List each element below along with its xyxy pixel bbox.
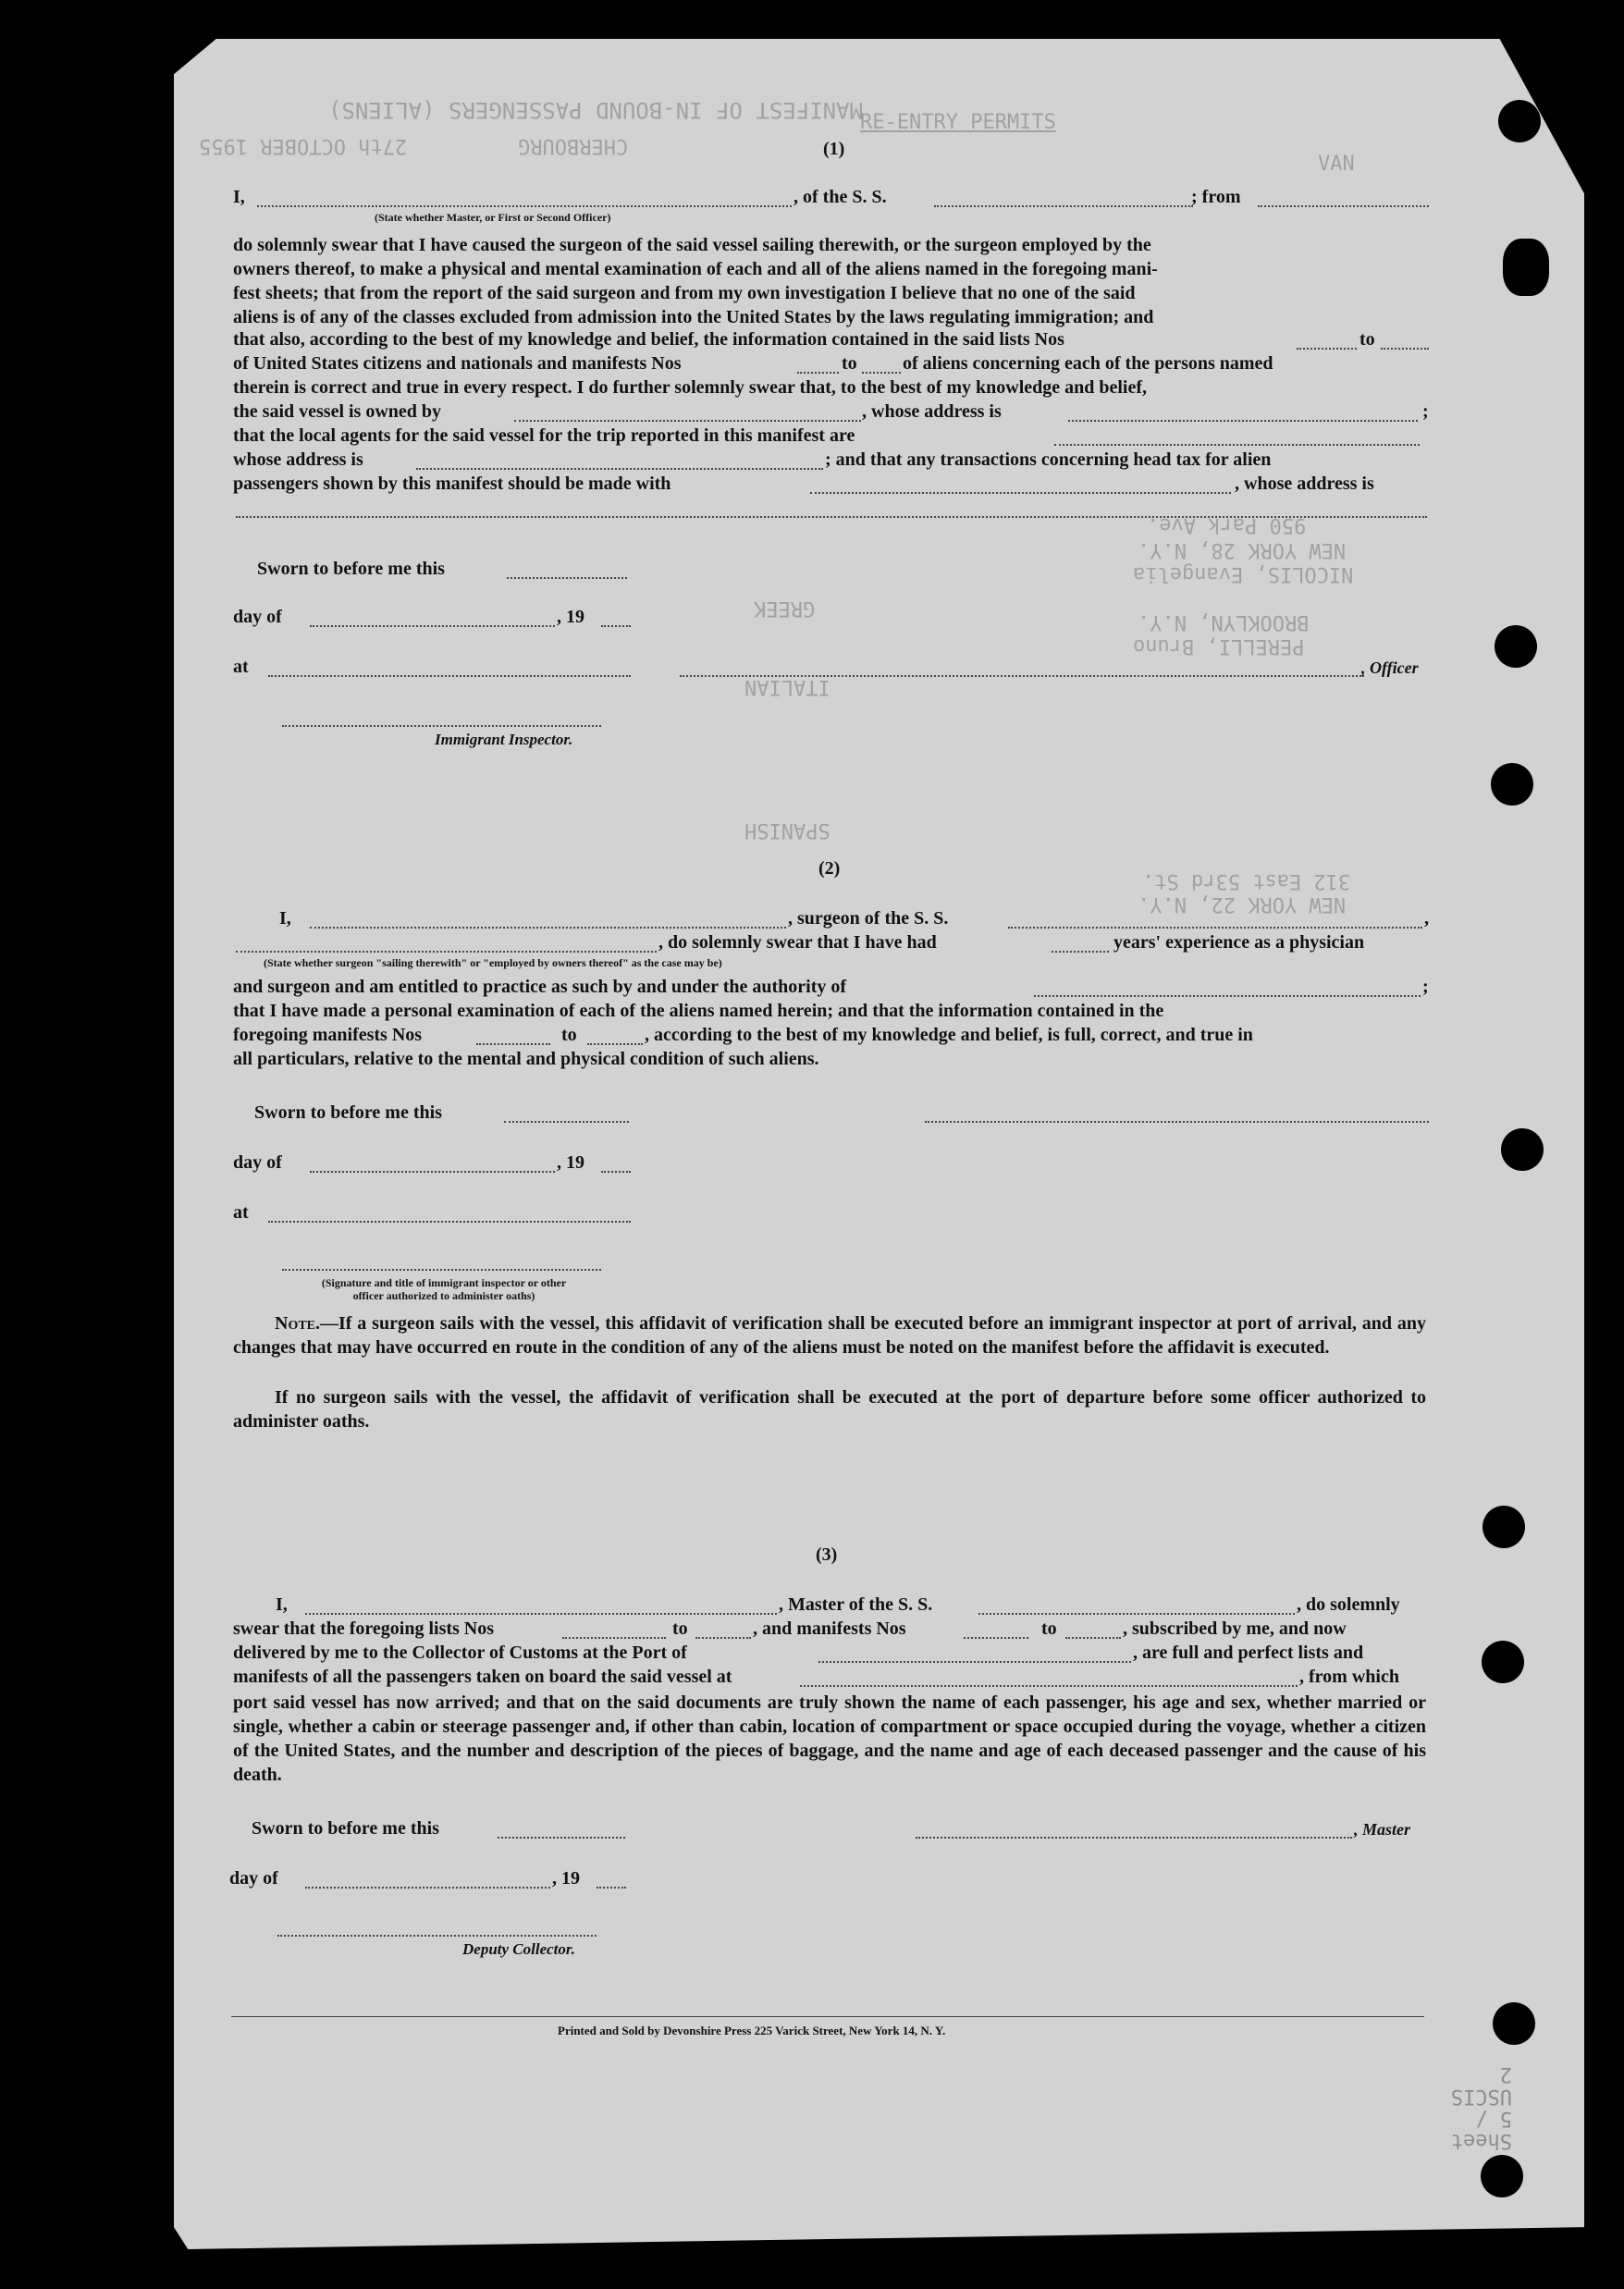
- section-1-head-tax: ; and that any transactions concerning head tax for alien: [825, 449, 1272, 470]
- punch-hole: [1482, 1641, 1524, 1683]
- owner-address-blank: [1068, 420, 1418, 422]
- lists-from-blank: [1297, 348, 1357, 350]
- punch-hole: [1498, 100, 1541, 142]
- note-paragraph: [233, 1311, 1426, 1360]
- port-of-blank: [818, 1661, 1131, 1663]
- master-lists-to-blank: [695, 1637, 751, 1639]
- punch-hole: [1491, 763, 1533, 806]
- day-of-label-3: day of: [229, 1868, 278, 1889]
- day-of-blank-3: [305, 1887, 550, 1889]
- section-1-line: that also, according to the best of my knowledge and belief, the information contained in the said lists Nos: [233, 329, 1064, 350]
- surgeon-sub-label: (State whether surgeon "sailing therewith" or "employed by owners thereof" as the case may be): [264, 956, 722, 969]
- at-blank-1: [268, 675, 631, 677]
- section-3-to-2: to: [1041, 1618, 1057, 1639]
- section-1-line: therein is correct and true in every respect. I do further solemnly swear that, to the best of my knowledge and belief,: [233, 377, 1148, 398]
- section-2-line: foregoing manifests Nos: [233, 1025, 423, 1045]
- surgeon-type-blank: [236, 951, 657, 953]
- from-port-blank: [1258, 205, 1429, 207]
- agents-blank: [1054, 444, 1420, 446]
- section-1-from-label: ; from: [1191, 187, 1241, 207]
- deputy-collector-label: Deputy Collector.: [462, 1940, 575, 1958]
- section-3-taken-on: manifests of all the passengers taken on board the said vessel at: [233, 1667, 732, 1687]
- bleed-through-line: ITALIAN: [744, 675, 830, 698]
- section-2-line: that I have made a personal examination of each of the aliens named herein; and that the information contained in the: [233, 1001, 1164, 1021]
- signature-sub-label: (Signature and title of immigrant inspector or other officer authorized to administer oaths): [321, 1276, 567, 1302]
- section-2-i: I,: [279, 908, 291, 929]
- section-2-line: , according to the best of my knowledge and belief, is full, correct, and true in: [645, 1025, 1253, 1045]
- year-blank-3: [597, 1887, 626, 1889]
- bleed-through-line: NEW YORK 22, N.Y.: [1138, 892, 1347, 916]
- master-lists-from-blank: [562, 1637, 666, 1639]
- immigrant-inspector-label: Immigrant Inspector.: [435, 731, 573, 748]
- section-1-line: aliens is of any of the classes excluded from admission into the United States by the laws regulating immigration; and: [233, 307, 1154, 327]
- punch-hole: [1493, 2002, 1535, 2045]
- section-3-i: I,: [276, 1594, 288, 1615]
- year-label-2: , 19: [557, 1152, 584, 1173]
- surgeon-manifest-to-blank: [587, 1043, 643, 1045]
- vessel-name-blank: [934, 205, 1193, 207]
- section-3-from-which: , from which: [1299, 1667, 1399, 1687]
- administrator-signature-blank: [282, 1269, 601, 1271]
- section-3-do-solemnly: , do solemnly: [1297, 1594, 1400, 1615]
- note-paragraph-2: If no surgeon sails with the vessel, the affidavit of verification shall be executed at the port of departure before some officer authorized to administer oaths.: [233, 1387, 1426, 1432]
- at-label-2: at: [233, 1202, 249, 1223]
- at-blank-2: [268, 1221, 631, 1223]
- section-3-subscribed: , subscribed by me, and now: [1123, 1618, 1347, 1639]
- comma: ,: [1424, 908, 1429, 929]
- year-blank-1: [601, 625, 631, 627]
- section-1-ss-label: , of the S. S.: [794, 187, 887, 207]
- taken-on-blank: [800, 1685, 1298, 1687]
- punch-hole: [1501, 1128, 1544, 1171]
- years-blank: [1052, 951, 1109, 953]
- bleed-through-date: 27th OCTOBER 1955: [199, 134, 408, 157]
- manifests-to-blank: [862, 372, 901, 374]
- section-1-whose-address: , whose address is: [862, 401, 1002, 422]
- master-name-blank: [257, 205, 792, 207]
- bleed-through-line: BROOKLYN, N.Y.: [1138, 610, 1310, 634]
- section-1-line: of United States citizens and nationals and manifests Nos: [233, 353, 682, 374]
- section-2-number: (2): [818, 858, 841, 879]
- sworn-day-blank-3: [498, 1837, 625, 1839]
- punch-hole: [1483, 1506, 1525, 1548]
- section-2-surgeon-of: , surgeon of the S. S.: [788, 908, 949, 929]
- sworn-day-blank-1: [507, 577, 627, 579]
- master-label: , Master: [1354, 1820, 1411, 1839]
- section-1-i: I,: [233, 187, 245, 207]
- head-tax-address-blank: [236, 516, 1427, 518]
- day-of-blank-2: [310, 1171, 555, 1173]
- bleed-through-line: SPANISH: [744, 818, 830, 842]
- section-2-years: years' experience as a physician: [1113, 932, 1365, 953]
- section-1-line: passengers shown by this manifest should be made with: [233, 474, 671, 494]
- printer-credit: Printed and Sold by Devonshire Press 225 Varick Street, New York 14, N. Y.: [558, 2024, 946, 2037]
- section-1-line: do solemnly swear that I have caused the surgeon of the said vessel sailing therewith, or the surgeon employed by the: [233, 235, 1151, 255]
- note-label: Note.: [275, 1313, 321, 1334]
- surgeon-signature-blank: [925, 1121, 1429, 1123]
- master-signature-blank: [916, 1837, 1352, 1839]
- section-1-line: fest sheets; that from the report of the said surgeon and from my own investigation I believe that no one of the said: [233, 283, 1136, 303]
- sworn-day-blank-2: [504, 1121, 629, 1123]
- note-text: —If a surgeon sails with the vessel, this affidavit of verification shall be executed before an immigrant inspector at port of arrival, and any changes that may have occurred en route in the condition of any of the aliens must be noted on the manifest before the affidavit is executed.: [233, 1313, 1426, 1358]
- agents-address-blank: [416, 468, 823, 470]
- section-3-to-1: to: [672, 1618, 688, 1639]
- bleed-through-line: 950 Park Ave.: [1147, 513, 1307, 536]
- bleed-through-line: NEW YORK 28, N.Y.: [1138, 538, 1347, 561]
- section-1-line: whose address is: [233, 449, 363, 470]
- section-2-sworn-had: , do solemnly swear that I have had: [658, 932, 937, 953]
- bleed-through-reentry: RE-ENTRY PERMITS: [860, 111, 1056, 134]
- semicolon: ;: [1422, 977, 1429, 997]
- section-2-line: all particulars, relative to the mental and physical condition of such aliens.: [233, 1049, 819, 1069]
- master-vessel-blank: [978, 1613, 1295, 1615]
- surgeon-name-blank: [310, 927, 786, 929]
- section-3-collector: delivered by me to the Collector of Customs at the Port of: [233, 1643, 687, 1663]
- section-1-of-aliens: of aliens concerning each of the persons named: [903, 353, 1273, 374]
- section-1-to-label: to: [1359, 329, 1375, 350]
- section-3-number: (3): [816, 1544, 838, 1565]
- lists-to-blank: [1381, 348, 1429, 350]
- section-1-line: owners thereof, to make a physical and mental examination of each and all of the aliens named in the foregoing mani-: [233, 259, 1158, 279]
- officer-signature-blank: [680, 675, 1364, 677]
- owner-blank: [514, 420, 861, 422]
- year-blank-2: [601, 1171, 631, 1173]
- section-1-number: (1): [823, 139, 845, 159]
- section-1-line: that the local agents for the said vessel for the trip reported in this manifest are: [233, 425, 855, 446]
- footer-rule: [231, 2016, 1424, 2017]
- bleed-through-right: VAN: [1318, 153, 1355, 176]
- bleed-through-line: GREEK: [754, 597, 816, 620]
- section-1-line: the said vessel is owned by: [233, 401, 442, 422]
- section-3-paragraph: port said vessel has now arrived; and that on the said documents are truly shown the name of each passenger, his age and sex, whether married or single, whether a cabin or steerage passenger and, if other than cabin, location of compartment or space occupied during the voyage, whether a citizen of the United States, and the number and description of the pieces of baggage, and the name and age of each deceased passenger and the cause of his death.: [233, 1692, 1426, 1785]
- section-3-full-lists: , are full and perfect lists and: [1133, 1643, 1364, 1663]
- surgeon-vessel-blank: [1008, 927, 1422, 929]
- section-3-lists: swear that the foregoing lists Nos: [233, 1618, 495, 1639]
- inspector-signature-blank: [282, 725, 601, 727]
- semicolon: ;: [1422, 401, 1429, 422]
- punch-hole: [1495, 625, 1537, 668]
- year-label-1: , 19: [557, 607, 584, 627]
- section-3-master-of: , Master of the S. S.: [779, 1594, 933, 1615]
- section-2-to: to: [561, 1025, 577, 1045]
- deputy-signature-blank: [277, 1935, 597, 1937]
- bleed-through-title: MANIFEST OF IN-BOUND PASSENGERS (ALIENS): [328, 97, 863, 123]
- day-of-blank-1: [310, 625, 555, 627]
- day-of-label-1: day of: [233, 607, 282, 627]
- bleed-through-line: PERELLI, Bruno: [1133, 634, 1305, 658]
- master-sub-label: (State whether Master, or First or Second Officer): [375, 211, 611, 224]
- officer-label: , Officer: [1361, 658, 1419, 677]
- section-2-line: and surgeon and am entitled to practice as such by and under the authority of: [233, 977, 847, 997]
- punch-hole: [1481, 2155, 1523, 2197]
- sworn-label-3: Sworn to before me this: [252, 1818, 439, 1839]
- master-manifests-to-blank: [1065, 1637, 1121, 1639]
- manifests-from-blank: [797, 372, 839, 374]
- corner-stamp: Sheet 5 / USCIS 2: [1450, 2062, 1512, 2152]
- section-1-whose-address-2: , whose address is: [1235, 474, 1374, 494]
- section-1-to-label: to: [842, 353, 857, 374]
- head-tax-blank: [810, 492, 1231, 494]
- sworn-label-1: Sworn to before me this: [257, 559, 445, 579]
- day-of-label-2: day of: [233, 1152, 282, 1173]
- master-manifests-from-blank: [964, 1637, 1028, 1639]
- surgeon-manifest-from-blank: [476, 1043, 550, 1045]
- at-label-1: at: [233, 657, 249, 677]
- master-name-blank-3: [305, 1613, 777, 1615]
- sworn-label-2: Sworn to before me this: [254, 1102, 442, 1123]
- section-1-paragraph: [233, 233, 1426, 329]
- bleed-through-line: 312 East 53rd St.: [1142, 869, 1351, 892]
- section-3-manifests: , and manifests Nos: [753, 1618, 906, 1639]
- year-label-3: , 19: [552, 1868, 580, 1889]
- punch-hole: [1503, 239, 1549, 296]
- authority-blank: [1034, 995, 1421, 997]
- bleed-through-line: NICOLIS, Evangelia: [1133, 562, 1354, 585]
- bleed-through-port: CHERBOURG: [518, 134, 629, 157]
